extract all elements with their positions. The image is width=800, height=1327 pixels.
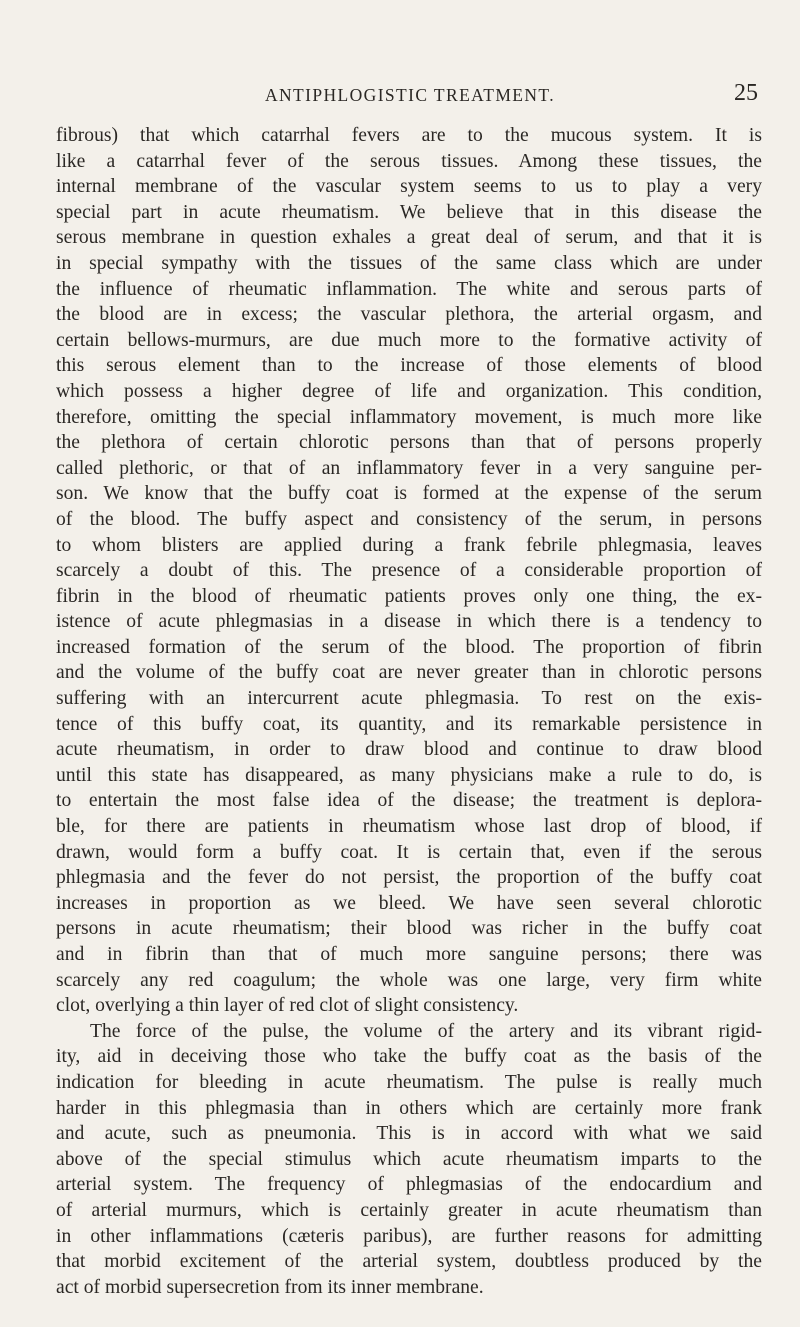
text-line: and the volume of the buffy coat are never greater than in chlorotic persons [56,662,762,684]
text-line: certain bellows-murmurs, are due much more to the formative activity of [56,329,762,351]
text-line: called plethoric, or that of an inflammatory fever in a very sanguine per- [56,457,762,479]
page-number: 25 [734,80,758,106]
text-line: special part in acute rheumatism. We believe that in this disease the [56,201,762,223]
text-line: increased formation of the serum of the blood. The proportion of fibrin [56,636,762,658]
text-line: until this state has disappeared, as many physicians make a rule to do, is [56,764,762,786]
text-line: ity, aid in deceiving those who take the buffy coat as the basis of the [56,1046,762,1068]
text-line: increases in proportion as we bleed. We have seen several chlorotic [56,892,762,914]
text-line: suffering with an intercurrent acute phlegmasia. To rest on the exis- [56,688,762,710]
text-line: son. We know that the buffy coat is formed at the expense of the serum [56,483,762,505]
text-line: the plethora of certain chlorotic persons than that of persons properly [56,432,762,454]
text-line: to whom blisters are applied during a frank febrile phlegmasia, leaves [56,534,762,556]
paragraph-end-line: clot, overlying a thin layer of red clot of slight consistency. [56,995,519,1017]
text-line: arterial system. The frequency of phlegmasias of the endocardium and [56,1174,762,1196]
text-line: fibrous) that which catarrhal fevers are to the mucous system. It is [56,125,762,146]
text-line: acute rheumatism, in order to draw blood and continue to draw blood [56,739,762,761]
text-line: the blood are in excess; the vascular plethora, the arterial orgasm, and [56,304,762,326]
text-line: and acute, such as pneumonia. This is in accord with what we said [56,1123,762,1145]
chapter-title: ANTIPHLOGISTIC TREATMENT. [264,85,556,105]
text-line: scarcely a doubt of this. The presence of a considerable proportion of [56,560,762,582]
text-line: persons in acute rheumatism; their blood was richer in the buffy coat [56,918,762,940]
text-line: therefore, omitting the special inflammatory movement, is much more like [56,406,762,428]
text-line: in special sympathy with the tissues of the same class which are under [56,252,762,274]
paragraph-end-line: act of morbid supersecretion from its inner membrane. [56,1276,484,1298]
text-line: internal membrane of the vascular system seems to us to play a very [56,176,762,198]
text-line: istence of acute phlegmasias in a disease in which there is a tendency to [56,611,762,633]
text-line: indication for bleeding in acute rheumatism. The pulse is really much [56,1071,762,1093]
text-line: which possess a higher degree of life and organization. This condition, [56,380,762,402]
text-line: this serous element than to the increase of those elements of blood [56,355,762,377]
text-line: serous membrane in question exhales a great deal of serum, and that it is [56,227,762,249]
text-line: scarcely any red coagulum; the whole was one large, very firm white [56,969,762,991]
running-head [62,80,758,110]
paragraph-start-line: The force of the pulse, the volume of the artery and its vibrant rigid- [90,1020,762,1042]
text-line: harder in this phlegmasia than in others which are certainly more frank [56,1097,762,1119]
text-line: like a catarrhal fever of the serous tissues. Among these tissues, the [56,150,762,172]
text-line: and in fibrin than that of much more sanguine persons; there was [56,944,762,965]
text-line: to entertain the most false idea of the disease; the treatment is deplora- [56,790,762,812]
text-line: tence of this buffy coat, its quantity, and its remarkable persistence in [56,713,762,735]
text-line: that morbid excitement of the arterial system, doubtless produced by the [56,1251,762,1273]
text-line: of the blood. The buffy aspect and consistency of the serum, in persons [56,508,762,530]
body-text [56,123,762,1300]
text-line: drawn, would form a buffy coat. It is certain that, even if the serous [56,841,762,863]
text-line: the influence of rheumatic inflammation. The white and serous parts of [56,278,762,300]
text-line: ble, for there are patients in rheumatism whose last drop of blood, if [56,816,762,838]
text-line: phlegmasia and the fever do not persist, the proportion of the buffy coat [56,867,762,889]
text-line: fibrin in the blood of rheumatic patients proves only one thing, the ex- [56,585,762,607]
text-line: of arterial murmurs, which is certainly greater in acute rheumatism than [56,1199,762,1221]
text-line: in other inflammations (cæteris paribus), are further reasons for admitting [56,1225,762,1247]
text-line: above of the special stimulus which acute rheumatism imparts to the [56,1148,762,1170]
